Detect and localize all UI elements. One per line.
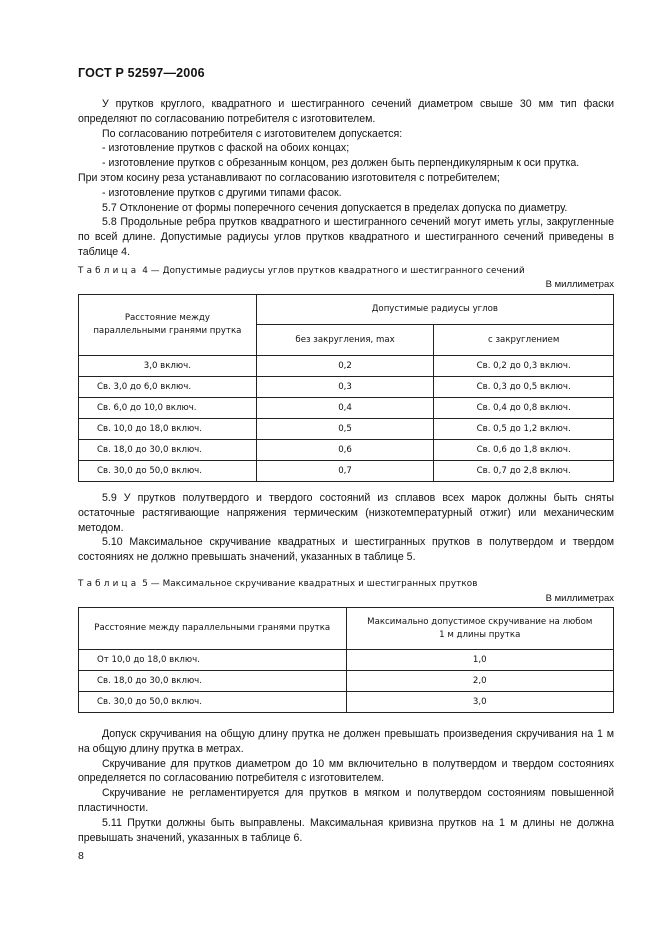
table4-cell-no-round: 0,4 [256,398,434,419]
table5-cell-distance: Св. 30,0 до 50,0 включ. [79,692,347,713]
table4-caption-prefix: Таблица [78,266,140,276]
table4-caption [78,266,525,276]
table4-caption-text: 4 — Допустимые радиусы углов прутков квадратного и шестигранного сечений [139,266,525,276]
table4-cell-no-round: 0,3 [256,377,434,398]
table5-header-twist-line2: 1 м длины прутка [439,629,521,640]
table4-cell-no-round: 0,7 [256,461,434,482]
table-row [79,398,614,419]
table4-cell-distance: Св. 6,0 до 10,0 включ. [79,398,257,419]
table5-cell-value: 2,0 [346,671,614,692]
table4-units: В миллиметрах [545,279,614,290]
page-number: 8 [78,850,84,862]
table4-header-no-round: без закругления, max [256,325,434,356]
clause-5-10: 5.10 Максимальное скручивание квадратных и шестигранных прутков в полутвердом и твердом состояниях не должно превышать значений, указанных в таблице 5. [78,536,614,564]
table4-cell-round: Св. 0,3 до 0,5 включ. [434,377,614,398]
paragraph: По согласованию потребителя с изготовителем допускается: [102,127,403,140]
table-row [79,461,614,482]
table5-units: В миллиметрах [545,593,614,604]
table5-header-twist-line1: Максимально допустимое скручивание на любом [367,616,593,627]
table5-caption-prefix: Таблица [78,579,140,589]
table-row [79,419,614,440]
table4-cell-distance: Св. 10,0 до 18,0 включ. [79,419,257,440]
table4-cell-distance: Св. 3,0 до 6,0 включ. [79,377,257,398]
clause-5-9: 5.9 У прутков полутвердого и твердого состояний из сплавов всех марок должны быть сняты остаточные растягивающие напряжения термическим (низкотемпературный отжиг) или механическим методом. [78,492,614,534]
table4-cell-no-round: 0,2 [256,356,434,377]
table4-cell-no-round: 0,5 [256,419,434,440]
section-chamfer-text [78,97,614,260]
table5-cell-value: 3,0 [346,692,614,713]
clause-5-7: 5.7 Отклонение от формы поперечного сечения допускается в пределах допуска по диаметру. [102,201,568,214]
table-row [79,671,614,692]
table5-cell-distance: От 10,0 до 18,0 включ. [79,650,347,671]
paragraph: Допуск скручивания на общую длину прутка не должен превышать произведения скручивания на 1 м на общую длину прутка в метрах. [78,728,614,755]
table-row [79,440,614,461]
table4-cell-round: Св. 0,4 до 0,8 включ. [434,398,614,419]
section-stress-text [78,491,614,565]
table5-header-twist [346,608,614,650]
paragraph: Скручивание для прутков диаметром до 10 мм включительно в полутвердом и твердом состояниях определяется по согласованию потребителя с изготовителем. [78,757,614,785]
list-item: - изготовление прутков с обрезанным концом, рез должен быть перпендикулярным к оси прутка. [102,157,580,170]
list-item: - изготовление прутков с фаской на обоих концах; [102,142,350,155]
table-row [79,356,614,377]
table4-cell-round: Св. 0,5 до 1,2 включ. [434,419,614,440]
table4-cell-round: Св. 0,7 до 2,8 включ. [434,461,614,482]
table5-cell-value: 1,0 [346,650,614,671]
table4-cell-distance: Св. 30,0 до 50,0 включ. [79,461,257,482]
table5-header-distance: Расстояние между параллельными гранями прутка [79,608,347,650]
table4-header-group: Допустимые радиусы углов [256,295,613,325]
document-header: ГОСТ Р 52597—2006 [78,66,205,80]
paragraph: У прутков круглого, квадратного и шестигранного сечений диаметром свыше 30 мм тип фаски определяют по согласованию потребителя с изготовителем. [78,98,614,125]
table5-caption-text: 5 — Максимальное скручивание квадратных и шестигранных прутков [139,579,478,589]
table-row [79,377,614,398]
section-twist-text [78,727,614,845]
table-row [79,650,614,671]
table4-header-distance: Расстояние между параллельными гранями прутка [79,295,257,356]
table-row [79,692,614,713]
table4-cell-distance: 3,0 включ. [79,356,257,377]
table4-header-round: с закруглением [434,325,614,356]
table5 [78,607,614,713]
clause-5-11: 5.11 Прутки должны быть выправлены. Максимальная кривизна прутков на 1 м длины не должна превышать значений, указанных в таблице 6. [78,816,614,844]
table4-cell-round: Св. 0,2 до 0,3 включ. [434,356,614,377]
paragraph: Скручивание не регламентируется для прутков в мягком и полутвердом состояниям повышенной пластичности. [78,787,614,814]
paragraph: При этом косину реза устанавливают по согласованию изготовителя с потребителем; [78,171,500,184]
table5-cell-distance: Св. 18,0 до 30,0 включ. [79,671,347,692]
table4-cell-no-round: 0,6 [256,440,434,461]
table4-cell-round: Св. 0,6 до 1,8 включ. [434,440,614,461]
list-item: - изготовление прутков с другими типами фасок. [102,186,342,199]
clause-5-8: 5.8 Продольные ребра прутков квадратного и шестигранного сечений могут иметь углы, закругленные по всей длине. Допустимые радиусы углов прутков квадратного и шестигранного сечений приведены в таблице 4. [78,216,614,258]
table5-caption [78,579,478,589]
table4-cell-distance: Св. 18,0 до 30,0 включ. [79,440,257,461]
table4 [78,294,614,482]
